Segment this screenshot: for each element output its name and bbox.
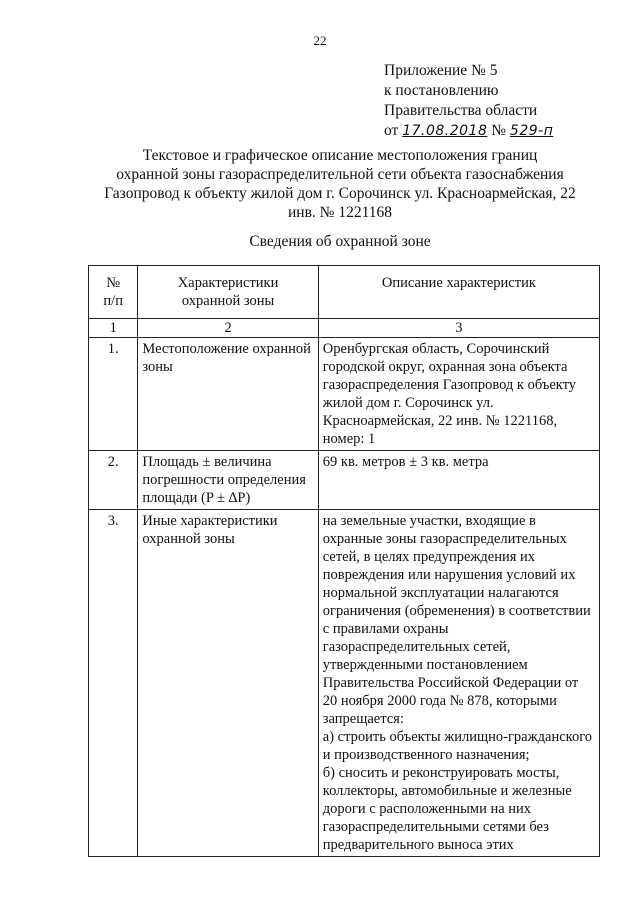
column-number: 3 — [318, 319, 599, 338]
row-description: Оренбургская область, Сорочинский городской округ, охранная зона объекта газораспределения Газопровод к объекту жилой дом г. Сорочинск ул. Красноармейская, 22 инв. № 1221168, номер: 1 — [318, 338, 599, 451]
column-number: 1 — [89, 319, 138, 338]
row-number: 3. — [89, 510, 138, 857]
row-number: 1. — [89, 338, 138, 451]
row-characteristic: Площадь ± величина погрешности определения площади (P ± ∆P) — [138, 451, 318, 510]
date-prefix: от — [384, 122, 399, 139]
number-prefix: № — [491, 122, 507, 139]
row-characteristic: Местоположение охранной зоны — [138, 338, 318, 451]
protection-zone-table — [88, 265, 600, 857]
header-characteristic: Характеристики охранной зоны — [138, 266, 318, 319]
table-row — [89, 451, 600, 510]
title-line: охранной зоны газораспределительной сети объекта газоснабжения — [116, 166, 564, 183]
title-line: инв. № 1221168 — [288, 204, 392, 221]
column-number: 2 — [138, 319, 318, 338]
document-title — [70, 146, 610, 222]
handwritten-number: 529-п — [509, 123, 554, 139]
row-characteristic: Иные характеристики охранной зоны — [138, 510, 318, 857]
appendix-line-3: Правительства области — [384, 102, 538, 119]
appendix-line-1: Приложение № 5 — [384, 62, 498, 79]
page-number: 22 — [313, 33, 327, 48]
handwritten-date: 17.08.2018 — [402, 123, 488, 139]
row-number: 2. — [89, 451, 138, 510]
section-subtitle: Сведения об охранной зоне — [249, 233, 431, 250]
appendix-date-line — [384, 121, 553, 141]
row-description: 69 кв. метров ± 3 кв. метра — [318, 451, 599, 510]
appendix-block — [384, 61, 553, 141]
appendix-line-2: к постановлению — [384, 82, 499, 99]
column-numbers-row — [89, 319, 600, 338]
header-description: Описание характеристик — [318, 266, 599, 319]
table-row — [89, 338, 600, 451]
row-description: на земельные участки, входящие в охранные зоны газораспределительных сетей, в целях предупреждения их повреждения или нарушения условий их нормальной эксплуатации налагаются ограничения (обременения) в соответствии с правилами охраны газораспределительных сетей, утвержденными постановлением Правительства Российской Федерации от 20 ноября 2000 года № 878, которыми запрещается: а) строить объекты жилищно-гражданского и производственного назначения; б) сносить и реконструировать мосты, коллекторы, автомобильные и железные дороги с расположенными на них газораспределительными сетями без предварительного выноса этих — [318, 510, 599, 857]
table-row — [89, 510, 600, 857]
title-line: Текстовое и графическое описание местоположения границ — [142, 147, 538, 164]
header-number: № п/п — [89, 266, 138, 319]
title-line: Газопровод к объекту жилой дом г. Сорочинск ул. Красноармейская, 22 — [104, 185, 576, 202]
table-header-row — [89, 266, 600, 319]
